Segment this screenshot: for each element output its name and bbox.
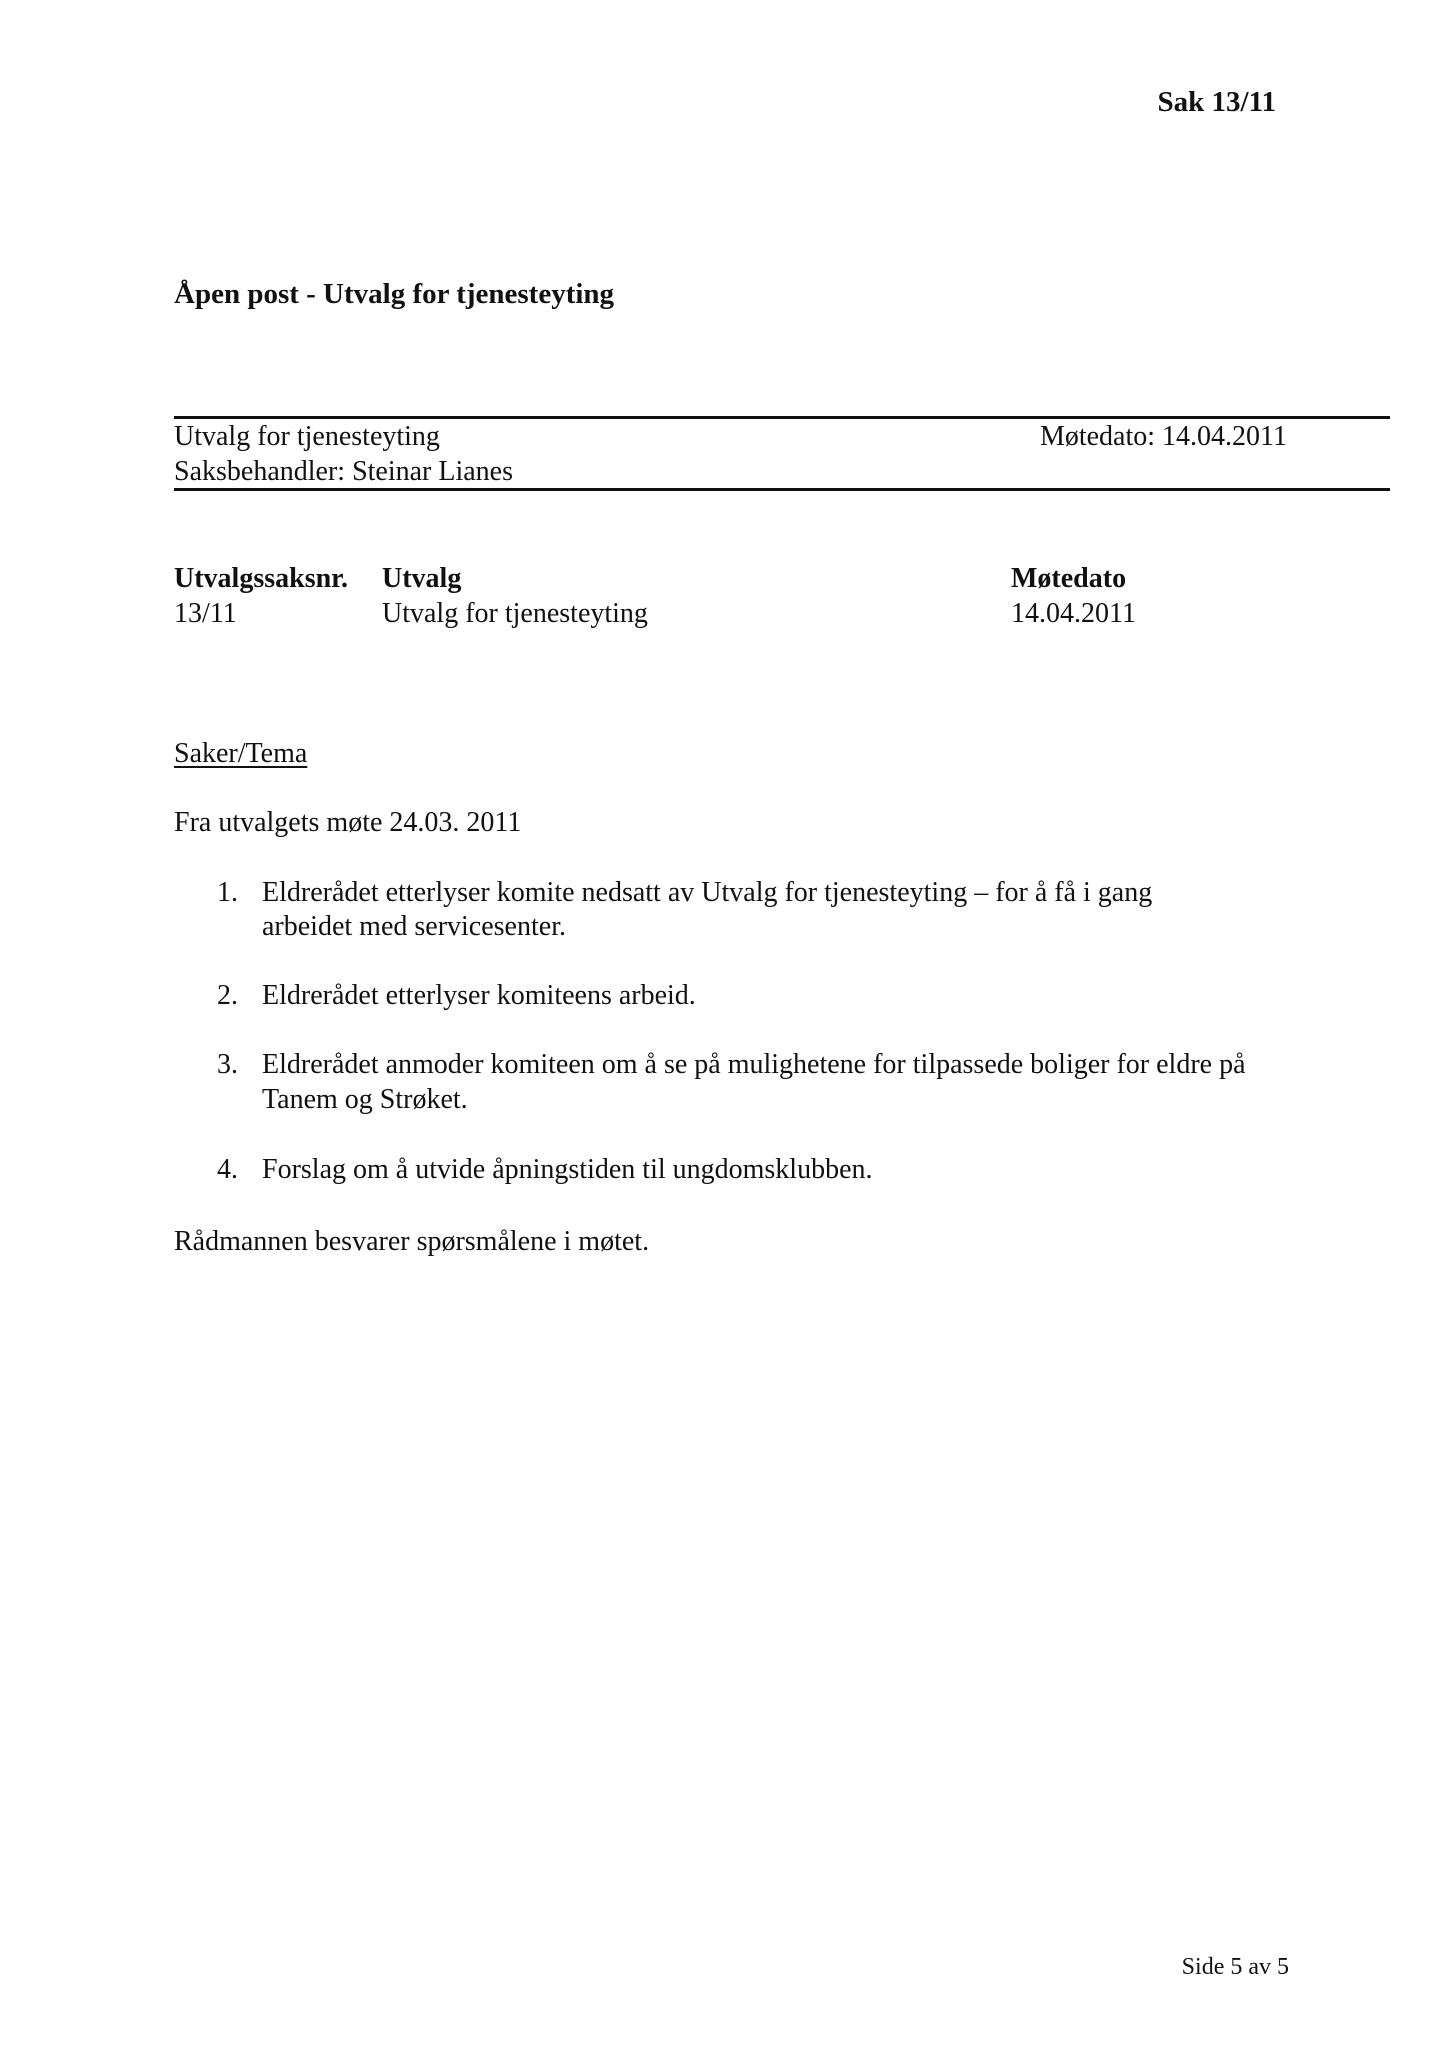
committee-value: Utvalg for tjenesteyting: [382, 598, 648, 629]
list-item-text: Eldrerådet anmoder komiteen om å se på mulighetene for tilpassede boliger for eldre på: [262, 1049, 1246, 1080]
list-item-text: Eldrerådet etterlyser komite nedsatt av Utvalg for tjenesteyting – for å få i gang: [262, 877, 1153, 908]
case-no-value: 13/11: [174, 598, 237, 629]
intro-text: Fra utvalgets møte 24.03. 2011: [174, 807, 522, 838]
header-case-officer: Saksbehandler: Steinar Lianes: [174, 456, 514, 487]
list-item-number: 4.: [217, 1154, 238, 1185]
list-item-text: Forslag om å utvide åpningstiden til ungdomsklubben.: [262, 1154, 873, 1185]
meeting-date-header: Møtedato: [1011, 563, 1127, 594]
page-title: Åpen post - Utvalg for tjenesteyting: [174, 278, 615, 310]
meeting-date-value: 14.04.2011: [1011, 598, 1136, 629]
header-meeting-date: Møtedato: 14.04.2011: [1039, 421, 1287, 452]
list-item-text-continued: Tanem og Strøket.: [262, 1084, 468, 1115]
list-item-number: 3.: [217, 1049, 238, 1080]
list-item-number: 2.: [217, 980, 238, 1011]
topics-heading: Saker/Tema: [174, 738, 308, 769]
committee-header: Utvalg: [382, 563, 462, 594]
header-committee: Utvalg for tjenesteyting: [174, 421, 440, 452]
header-top-rule: [174, 416, 1390, 419]
list-item-number: 1.: [217, 877, 238, 908]
list-item-text: Eldrerådet etterlyser komiteens arbeid.: [262, 980, 696, 1011]
header-bottom-rule: [174, 488, 1390, 491]
page-footer: Side 5 av 5: [1181, 1954, 1289, 1980]
case-no-header: Utvalgssaksnr.: [174, 563, 349, 594]
case-reference: Sak 13/11: [1157, 86, 1276, 118]
list-item-text-continued: arbeidet med servicesenter.: [262, 911, 566, 942]
closing-text: Rådmannen besvarer spørsmålene i møtet.: [174, 1226, 650, 1257]
